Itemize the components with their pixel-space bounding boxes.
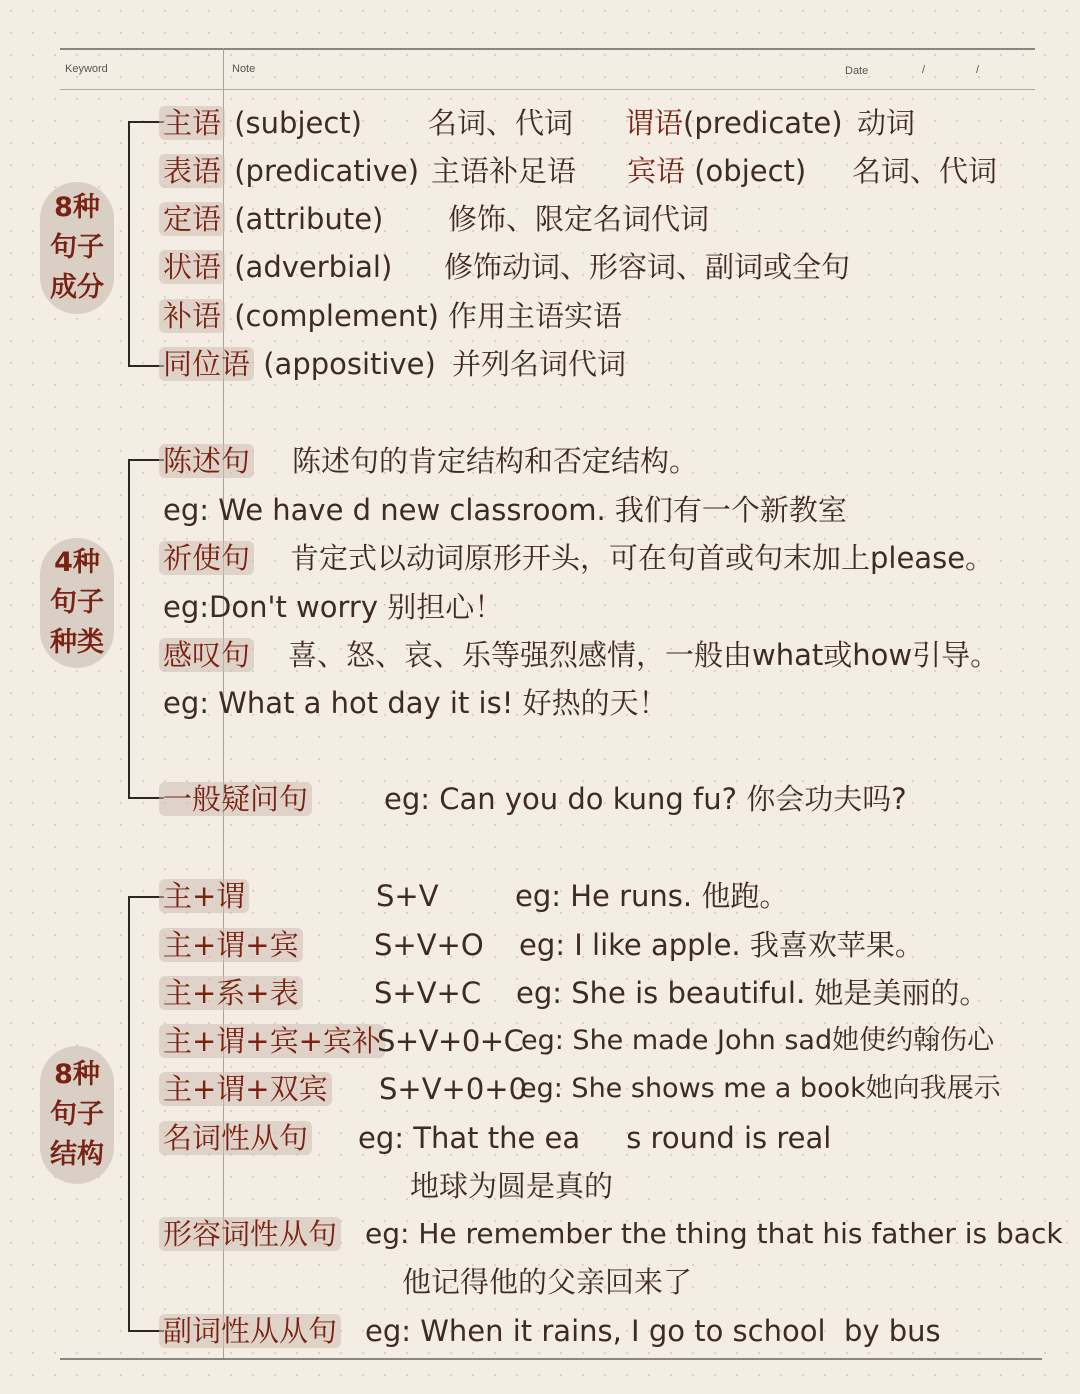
structure-example: eg: She is beautiful. 她是美丽的。 xyxy=(516,976,989,1010)
component-desc: 名词、代词 xyxy=(852,154,998,188)
structure-example-translation: 他记得他的父亲回来了 xyxy=(402,1265,693,1299)
date-slash: / xyxy=(922,64,926,76)
structure-example: eg: He remember the thing that his father is back xyxy=(365,1217,1063,1250)
type-desc: 喜、怒、哀、乐等强烈感情，一般由what或how引导。 xyxy=(288,638,1000,672)
structure-label: 副词性从从句 xyxy=(163,1311,341,1351)
type-label: 一般疑问句 xyxy=(163,779,312,819)
date-slash: / xyxy=(976,64,980,76)
type-desc: 陈述句的肯定结构和否定结构。 xyxy=(292,444,699,478)
component-row: 主语 (subject) xyxy=(163,103,362,143)
component-desc: 修饰、限定名词代词 xyxy=(448,202,710,236)
component-row: 谓语(predicate) xyxy=(625,106,843,140)
structure-example: eg: She made John sad她使约翰伤心 xyxy=(521,1025,995,1056)
type-example: eg: What a hot day it is! 好热的天！ xyxy=(163,686,668,720)
keyword-label: Keyword xyxy=(65,63,108,75)
type-example: eg:Don't worry 别担心！ xyxy=(163,590,504,624)
structure-label: 主+谓+双宾 xyxy=(163,1069,332,1109)
top-rule xyxy=(60,48,1035,50)
bottom-rule xyxy=(60,1358,1042,1360)
component-row: 定语 (attribute) xyxy=(163,199,383,239)
structure-label: 主+谓+宾 xyxy=(163,925,303,965)
component-row: 状语 (adverbial) xyxy=(163,247,392,287)
structures-badge: 8种 句子 结构 xyxy=(40,1046,114,1184)
type-desc: eg: Can you do kung fu? 你会功夫吗? xyxy=(384,782,907,816)
note-label: Note xyxy=(232,63,256,75)
component-desc: 并列名词代词 xyxy=(452,347,627,381)
component-desc: 作用主语实语 xyxy=(448,299,623,333)
date-label: Date xyxy=(845,65,869,77)
structure-example-translation: 地球为圆是真的 xyxy=(410,1169,614,1203)
structure-example: eg: That the ea s round is real xyxy=(358,1121,832,1155)
structures-bracket xyxy=(128,896,130,1332)
component-desc: 名词、代词 xyxy=(428,106,574,140)
structure-label: 名词性从句 xyxy=(163,1118,312,1158)
types-bracket xyxy=(128,459,130,799)
types-badge: 4种 句子 种类 xyxy=(40,538,114,668)
structure-example: eg: I like apple. 我喜欢苹果。 xyxy=(519,928,924,962)
structure-formula: S+V+C xyxy=(374,976,482,1010)
component-desc: 动词 xyxy=(857,106,916,140)
type-example: eg: We have d new classroom. 我们有一个新教室 xyxy=(163,493,847,527)
type-label: 祈使句 xyxy=(163,538,254,578)
type-label: 感叹句 xyxy=(163,635,254,675)
components-badge: 8种 句子 成分 xyxy=(40,182,114,314)
components-bracket xyxy=(128,121,130,367)
structure-label: 形容词性从句 xyxy=(163,1214,341,1254)
component-row: 同位语 (appositive) xyxy=(163,344,436,384)
structure-formula: S+V+O xyxy=(374,928,484,962)
component-desc: 修饰动词、形容词、副词或全句 xyxy=(444,250,851,284)
component-row: 补语 (complement) xyxy=(163,296,439,336)
structure-label: 主+系+表 xyxy=(163,973,303,1013)
component-row: 表语 (predicative) xyxy=(163,151,419,191)
structure-formula: S+V+0+C xyxy=(377,1024,524,1058)
structure-formula: S+V xyxy=(376,879,439,913)
structure-label: 主+谓 xyxy=(163,876,249,916)
type-label: 陈述句 xyxy=(163,441,254,481)
type-desc: 肯定式以动词原形开头，可在句首或句末加上please。 xyxy=(290,541,995,575)
structure-formula: S+V+0+0 xyxy=(379,1072,528,1106)
component-desc: 主语补足语 xyxy=(431,154,577,188)
structure-example: eg: She shows me a book她向我展示 xyxy=(520,1073,1001,1104)
component-row: 宾语 (object) xyxy=(627,154,807,188)
header-rule xyxy=(60,89,1035,90)
structure-example: eg: When it rains, I go to school by bus xyxy=(365,1314,941,1348)
structure-example: eg: He runs. 他跑。 xyxy=(515,879,789,913)
structure-label: 主+谓+宾+宾补 xyxy=(163,1021,385,1061)
